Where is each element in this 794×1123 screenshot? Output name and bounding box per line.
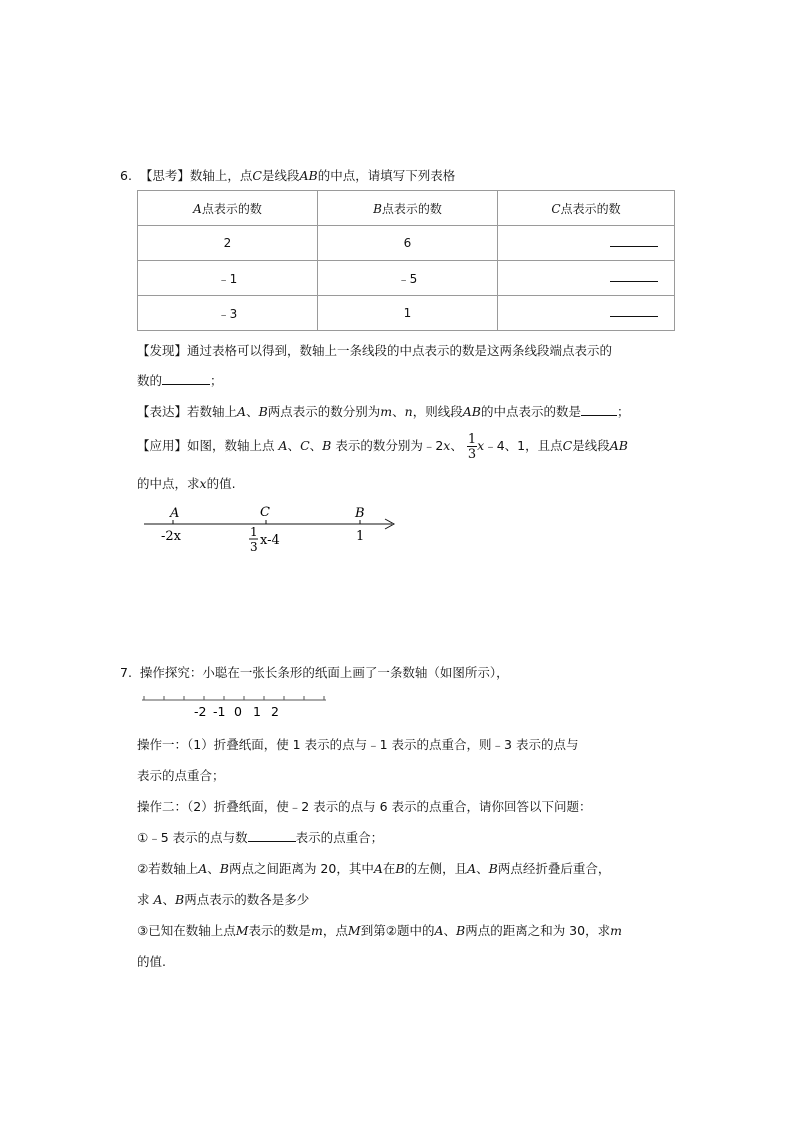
express-text: 两点表示的数分别为: [267, 404, 381, 419]
ruler-ticks: [144, 696, 324, 700]
var-ab: AB: [609, 438, 628, 453]
sub3-text: 表示的数是: [248, 923, 312, 938]
q7-number: 7.: [120, 665, 132, 680]
apply-text: 的值.: [206, 476, 236, 491]
express-text: 若数轴上: [187, 404, 238, 419]
sub1-text: ①﹣5 表示的点与数: [137, 830, 248, 845]
hdr-var: C: [551, 201, 561, 216]
var-x: x: [477, 438, 485, 453]
var-c: C: [562, 438, 573, 453]
cell-a: ﹣3: [138, 296, 318, 331]
sub2-line1: [137, 859, 610, 877]
apply-text: 的中点，求: [137, 476, 200, 491]
answer-blank[interactable]: [162, 372, 210, 385]
value-c-den: 3: [250, 540, 258, 554]
var-ab: AB: [299, 168, 318, 183]
value-c-num: 1: [250, 525, 258, 539]
q6-number: 6.: [120, 168, 132, 183]
cell-c[interactable]: [498, 226, 675, 261]
fraction: [467, 433, 477, 461]
ruler-label: 0: [234, 704, 242, 719]
var-a: A: [373, 861, 383, 876]
hdr-text: 点表示的数: [381, 201, 442, 216]
discover-text: 通过表格可以得到，数轴上一条线段的中点表示的数是这两条线段端点表示的: [187, 343, 613, 358]
header-b: [318, 191, 498, 226]
sub3-line2: 的值.: [137, 954, 166, 969]
sub3-text: ③已知在数轴上点: [137, 923, 236, 938]
var-a: A: [434, 923, 444, 938]
sub3-text: 到第②题中的: [360, 923, 435, 938]
label-c: C: [260, 505, 270, 520]
apply-text: 表示的数分别为﹣2: [335, 438, 444, 453]
var-b: B: [175, 892, 185, 907]
punct: 、: [476, 861, 489, 876]
header-c: [498, 191, 675, 226]
table-row: [138, 226, 675, 261]
var-b: B: [322, 438, 332, 453]
cell-b: 1: [318, 296, 498, 331]
hdr-text: 点表示的数: [201, 201, 262, 216]
discover-tag: 【发现】: [137, 343, 188, 358]
answer-blank[interactable]: [581, 403, 617, 416]
punct: 、: [392, 404, 405, 419]
op2-line: 操作二：（2）折叠纸面，使﹣2 表示的点与 6 表示的点重合，请你回答以下问题：: [137, 799, 592, 814]
punct: ；: [210, 373, 223, 388]
hdr-text: 点表示的数: [560, 201, 621, 216]
sub3-text: 两点的距离之和为 30，求: [465, 923, 611, 938]
sub1-text2: 表示的点重合；: [295, 830, 384, 845]
cell-c[interactable]: [498, 261, 675, 296]
punct: 、: [207, 861, 220, 876]
header-a: [138, 191, 318, 226]
cell-c[interactable]: [498, 296, 675, 331]
table-row: [138, 261, 675, 296]
punct: 、: [443, 923, 456, 938]
punct: 、: [162, 892, 176, 907]
value-c-rest: x-4: [260, 533, 280, 548]
sub2-text: 两点经折叠后重合，: [497, 861, 611, 876]
var-n: n: [404, 404, 413, 419]
var-b: B: [258, 404, 268, 419]
express-text: ，则线段: [412, 404, 463, 419]
var-m-point: M: [347, 923, 361, 938]
apply-tag: 【应用】: [137, 438, 188, 453]
frac-num: 1: [467, 431, 477, 447]
q7-intro: 操作探究：小聪在一张长条形的纸面上画了一条数轴（如图所示），: [139, 665, 509, 680]
number-line-figure: [136, 500, 406, 560]
op1-line2: 表示的点重合；: [137, 768, 225, 783]
express-tag: 【表达】: [137, 404, 188, 419]
table-row: [138, 296, 675, 331]
var-a: A: [153, 892, 163, 907]
var-x: x: [443, 438, 451, 453]
var-a: A: [278, 438, 288, 453]
var-b: B: [488, 861, 498, 876]
ruler-label: -1: [213, 704, 226, 719]
label-a: A: [170, 506, 180, 521]
answer-blank[interactable]: [610, 271, 658, 282]
var-ab: AB: [462, 404, 481, 419]
sub3-line1: [137, 921, 622, 939]
discover-text2: 数的: [137, 373, 163, 388]
var-b: B: [219, 861, 229, 876]
value-a: -2x: [161, 529, 181, 544]
punct: ；: [616, 404, 630, 419]
sub2-text: 的左侧，且: [404, 861, 468, 876]
value-b: 1: [356, 529, 365, 544]
frac-den: 3: [467, 446, 477, 462]
var-m: m: [610, 923, 622, 938]
q6-prompt: [120, 166, 455, 184]
ruler-label: 1: [253, 704, 261, 719]
apply-line1: 【应用】如图，数轴上点 A、C、B 表示的数分别为﹣2x、 $\frac{1}{3}$ x﹣4、1，且点C是线段AB: [137, 431, 628, 462]
var-a: A: [198, 861, 208, 876]
ruler-number-line: [138, 690, 338, 720]
var-c: C: [252, 168, 262, 183]
think-tag: 【思考】: [139, 168, 190, 183]
sub3-text: ，点: [322, 923, 348, 938]
var-c: C: [300, 438, 310, 453]
sub2-text: 两点表示的数各是多少: [184, 892, 310, 907]
discover-line1: [137, 341, 612, 359]
midpoint-table: [137, 190, 675, 331]
q6-text3: 的中点，请填写下列表格: [317, 168, 456, 183]
table-header-row: [138, 191, 675, 226]
discover-line2: [137, 371, 223, 389]
apply-line2: [137, 474, 236, 492]
var-b: B: [456, 923, 466, 938]
express-text: 的中点表示的数是: [480, 404, 581, 419]
apply-text: ﹣4、1，且点: [484, 438, 563, 453]
ruler-label: -2: [194, 704, 207, 719]
answer-blank[interactable]: [610, 306, 658, 317]
sub2-line2: [137, 890, 309, 908]
punct: 、: [450, 438, 463, 453]
q6-text: 数轴上，点: [189, 168, 253, 183]
q6-text2: 是线段: [262, 168, 300, 183]
apply-text: 是线段: [572, 438, 610, 453]
hdr-var: A: [193, 201, 202, 216]
cell-b: ﹣5: [318, 261, 498, 296]
sub2-text: 两点之间距离为 20，其中: [228, 861, 374, 876]
sub2-text: 求: [137, 892, 150, 907]
var-x: x: [199, 476, 207, 491]
sub2-text: 在: [382, 861, 396, 876]
cell-a: ﹣1: [138, 261, 318, 296]
ruler-label: 2: [271, 704, 279, 719]
sub1-line: [137, 828, 383, 846]
label-b: B: [355, 506, 365, 521]
apply-text: 如图，数轴上点: [187, 438, 275, 453]
var-m: m: [311, 923, 323, 938]
var-m-point: M: [235, 923, 249, 938]
answer-blank[interactable]: [610, 236, 658, 247]
var-a: A: [467, 861, 477, 876]
var-a: A: [237, 404, 247, 419]
hdr-var: B: [373, 201, 382, 216]
var-b: B: [395, 861, 405, 876]
answer-blank[interactable]: [248, 829, 296, 842]
op1-line1: 操作一：（1）折叠纸面，使 1 表示的点与﹣1 表示的点重合，则﹣3 表示的点与: [137, 737, 579, 752]
cell-b: 6: [318, 226, 498, 261]
punct: 、: [246, 404, 259, 419]
q7-prompt: [120, 663, 509, 681]
var-m: m: [380, 404, 393, 419]
cell-a: 2: [138, 226, 318, 261]
express-line: [137, 402, 629, 420]
sub2-text: ②若数轴上: [137, 861, 199, 876]
